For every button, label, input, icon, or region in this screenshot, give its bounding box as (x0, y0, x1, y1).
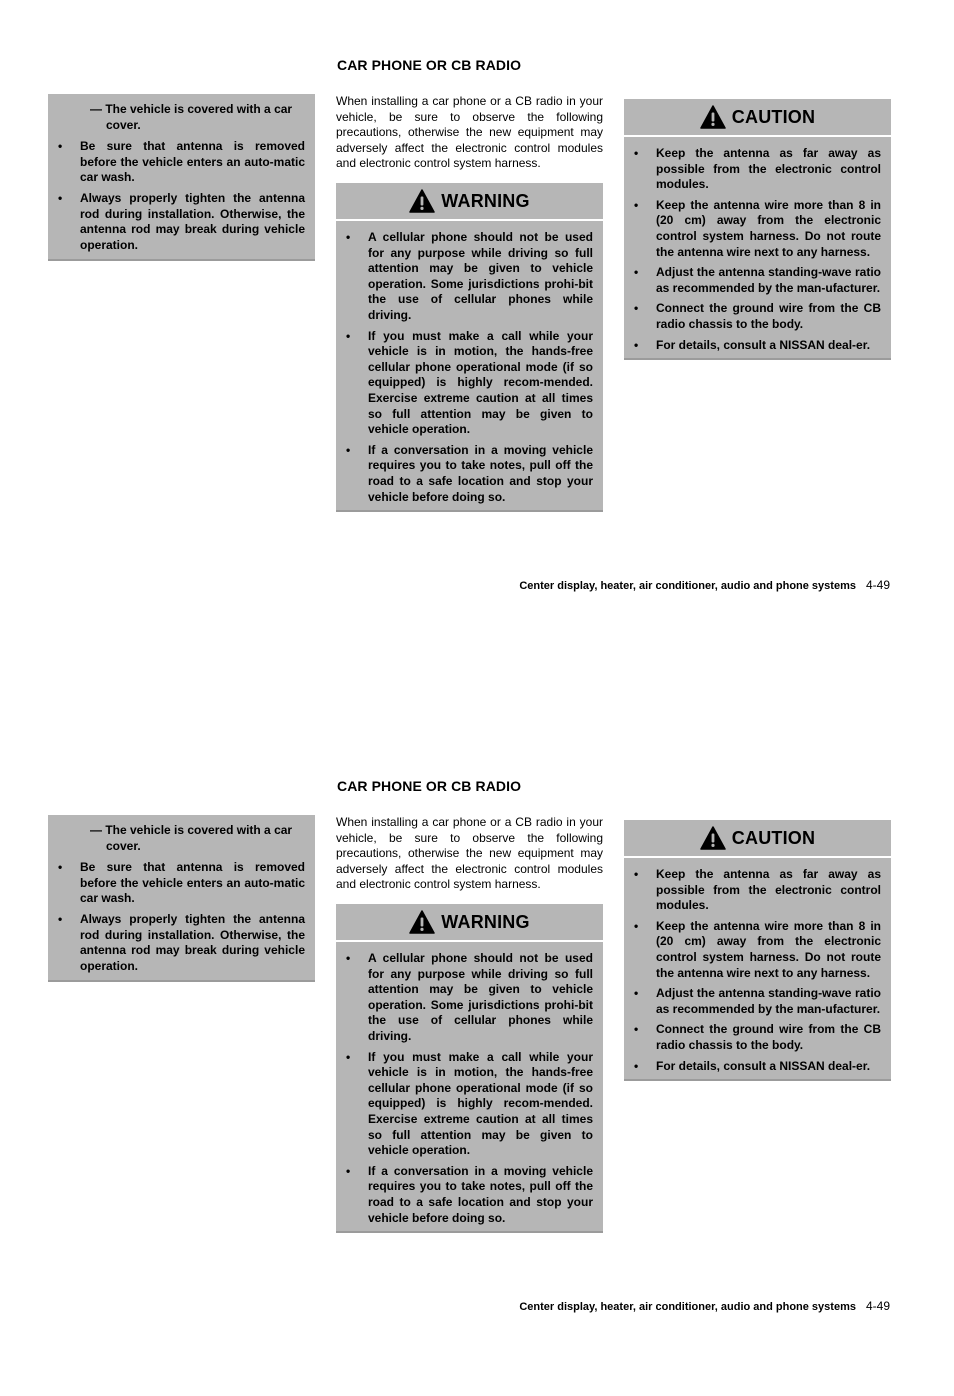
list-item: • A cellular phone should not be used for any purpose while driving so full attention may be given to vehicle operation. Some jurisdictions prohi-bit the use of cellular phones while driving. (346, 951, 593, 1043)
bullet-icon: • (58, 139, 63, 154)
warning-header (336, 183, 603, 221)
list-item: • For details, consult a NISSAN deal-er. (634, 337, 871, 352)
list-item: • If a conversation in a moving vehicle requires you to take notes, pull off the road to a safe location and stop your vehicle before doing so. (346, 1163, 593, 1225)
section-heading: CAR PHONE OR CB RADIO (337, 57, 522, 73)
bullet-list (58, 139, 305, 253)
manual-page (0, 721, 954, 1396)
bullet-icon: • (634, 301, 639, 316)
continued-caution-box (48, 94, 315, 261)
list-item: • A cellular phone should not be used for any purpose while driving so full attention may be given to vehicle operation. Some jurisdictions prohi-bit the use of cellular phones while driving. (346, 230, 593, 322)
warning-box (336, 183, 603, 512)
page-footer (519, 578, 890, 592)
bullet-icon: • (634, 1058, 639, 1073)
bullet-list (634, 867, 881, 1074)
list-item: • Adjust the antenna standing-wave ratio as recommended by the man-ufacturer. (634, 986, 881, 1016)
caution-box (624, 99, 891, 360)
footer-section-title: Center display, heater, air conditioner, audio and phone systems (519, 1301, 856, 1313)
sub-item: — The vehicle is covered with a car cover. (90, 102, 293, 132)
page-footer (519, 1299, 890, 1313)
list-item: • Keep the antenna as far away as possible from the electronic control modules. (634, 867, 881, 913)
manual-page (0, 0, 954, 675)
bullet-icon: • (634, 197, 639, 212)
caution-body (624, 858, 891, 1081)
bullet-icon: • (634, 1022, 639, 1037)
list-item: • Be sure that antenna is removed before the vehicle enters an auto-matic car wash. (58, 860, 305, 906)
page-number: 4-49 (865, 578, 890, 592)
warning-body (336, 221, 603, 512)
list-item: • If you must make a call while your vehicle is in motion, the hands-free cellular phone operational mode (if so equipped) is highly recom-mended. Exercise extreme caution at all times so full attention may be given to vehicle operation. (346, 328, 593, 437)
list-item: • Be sure that antenna is removed before the vehicle enters an auto-matic car wash. (58, 139, 305, 185)
warning-triangle-icon (700, 105, 726, 129)
footer-section-title: Center display, heater, air conditioner, audio and phone systems (519, 580, 856, 592)
list-item: • Keep the antenna wire more than 8 in (20 cm) away from the electronic control system harness. Do not route the antenna wire next to any harness. (634, 197, 881, 259)
caution-box (624, 820, 891, 1081)
section-heading: CAR PHONE OR CB RADIO (337, 778, 522, 794)
bullet-icon: • (634, 918, 639, 933)
bullet-icon: • (346, 1163, 351, 1178)
bullet-icon: • (58, 911, 63, 926)
list-item: • For details, consult a NISSAN deal-er. (634, 1058, 871, 1073)
warning-box (336, 904, 603, 1233)
bullet-icon: • (346, 442, 351, 457)
warning-triangle-icon (409, 189, 435, 213)
bullet-icon: • (634, 986, 639, 1001)
bullet-icon: • (346, 1049, 351, 1064)
caution-body (624, 137, 891, 360)
list-item: • Adjust the antenna standing-wave ratio as recommended by the man-ufacturer. (634, 265, 881, 295)
warning-triangle-icon (409, 910, 435, 934)
warning-title: WARNING (441, 190, 530, 211)
warning-triangle-icon (700, 826, 726, 850)
caution-header (624, 99, 891, 137)
bullet-icon: • (58, 860, 63, 875)
warning-body (336, 942, 603, 1233)
warning-header (336, 904, 603, 942)
bullet-list (346, 230, 593, 505)
bullet-icon: • (346, 328, 351, 343)
list-item: • Keep the antenna as far away as possible from the electronic control modules. (634, 146, 881, 192)
intro-paragraph: When installing a car phone or a CB radio in your vehicle, be sure to observe the following precautions, otherwise the new equipment may adversely affect the electronic control modules and electronic control system harness. (336, 94, 603, 171)
warning-title: WARNING (441, 911, 530, 932)
bullet-icon: • (58, 190, 63, 205)
list-item: • Connect the ground wire from the CB radio chassis to the body. (634, 301, 881, 331)
bullet-icon: • (634, 337, 639, 352)
caution-header (624, 820, 891, 858)
intro-paragraph: When installing a car phone or a CB radio in your vehicle, be sure to observe the following precautions, otherwise the new equipment may adversely affect the electronic control modules and electronic control system harness. (336, 815, 603, 892)
list-item: • Connect the ground wire from the CB radio chassis to the body. (634, 1022, 881, 1052)
caution-title: CAUTION (731, 827, 816, 848)
bullet-list (58, 860, 305, 974)
page-number: 4-49 (865, 1299, 890, 1313)
list-item: • Keep the antenna wire more than 8 in (20 cm) away from the electronic control system harness. Do not route the antenna wire next to any harness. (634, 918, 881, 980)
sub-item: — The vehicle is covered with a car cover. (90, 823, 293, 853)
list-item: • If you must make a call while your vehicle is in motion, the hands-free cellular phone operational mode (if so equipped) is highly recom-mended. Exercise extreme caution at all times so full attention may be given to vehicle operation. (346, 1049, 593, 1158)
caution-title: CAUTION (731, 106, 816, 127)
bullet-icon: • (346, 951, 351, 965)
bullet-list (346, 951, 593, 1226)
continued-caution-box (48, 815, 315, 982)
bullet-icon: • (634, 146, 639, 160)
bullet-icon: • (346, 230, 351, 244)
list-item: • Always properly tighten the antenna rod during installation. Otherwise, the antenna rod may break during vehicle operation. (58, 911, 305, 973)
list-item: • Always properly tighten the antenna rod during installation. Otherwise, the antenna rod may break during vehicle operation. (58, 190, 305, 252)
bullet-list (634, 146, 881, 353)
list-item: • If a conversation in a moving vehicle requires you to take notes, pull off the road to a safe location and stop your vehicle before doing so. (346, 442, 593, 504)
bullet-icon: • (634, 265, 639, 280)
bullet-icon: • (634, 867, 639, 881)
